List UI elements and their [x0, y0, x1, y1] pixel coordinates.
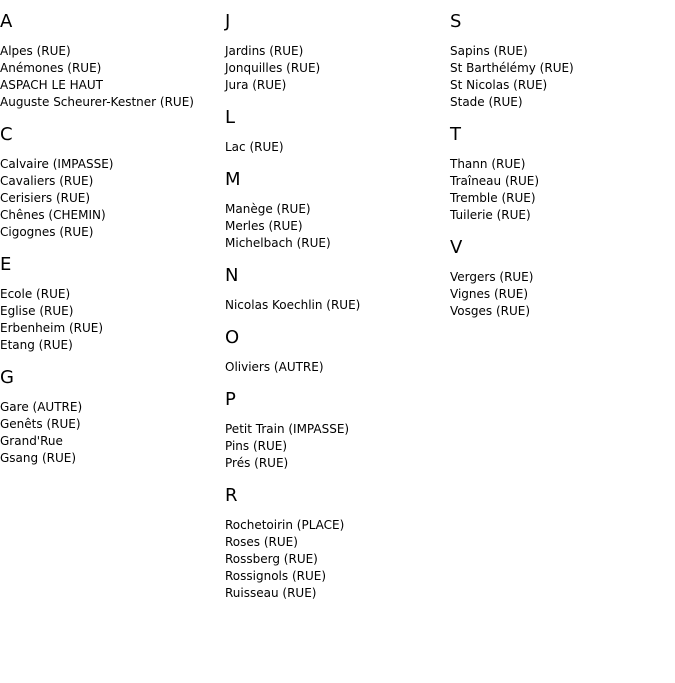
street-name: Vosges (RUE) [450, 304, 531, 318]
index-column [450, 0, 675, 320]
street-name: Traîneau (RUE) [450, 174, 540, 188]
letter-heading: J [225, 11, 231, 32]
street-name: Erbenheim (RUE) [0, 321, 104, 335]
letter-heading: V [450, 237, 463, 258]
street-name: Auguste Scheurer-Kestner (RUE) [0, 95, 194, 109]
street-name: Cavaliers (RUE) [0, 174, 94, 188]
letter-group [0, 254, 225, 354]
street-name: Etang (RUE) [0, 338, 73, 352]
street-name: Jardins (RUE) [225, 44, 304, 58]
street-name: Lac (RUE) [225, 140, 284, 154]
street-name: Gare (AUTRE) [0, 400, 83, 414]
street-list [450, 156, 675, 224]
street-name: Prés (RUE) [225, 456, 289, 470]
street-list [0, 286, 225, 354]
street-name: Michelbach (RUE) [225, 236, 331, 250]
street-list [225, 517, 450, 602]
street-name: Anémones (RUE) [0, 61, 102, 75]
letter-heading: L [225, 107, 236, 128]
street-list [0, 156, 225, 241]
street-list [225, 421, 450, 472]
street-name: Thann (RUE) [450, 157, 526, 171]
letter-group [225, 169, 450, 252]
letter-heading: P [225, 389, 236, 410]
letter-group [225, 11, 450, 94]
street-name: Oliviers (AUTRE) [225, 360, 324, 374]
street-name: Chênes (CHEMIN) [0, 208, 106, 222]
street-name: Petit Train (IMPASSE) [225, 422, 350, 436]
street-name: ASPACH LE HAUT [0, 78, 103, 92]
street-list [225, 43, 450, 94]
letter-group [225, 327, 450, 376]
street-name: Manège (RUE) [225, 202, 311, 216]
street-list [0, 399, 225, 467]
letter-heading: C [0, 124, 13, 145]
street-name: St Nicolas (RUE) [450, 78, 548, 92]
street-name: Ruisseau (RUE) [225, 586, 317, 600]
index-column [225, 0, 450, 602]
letter-heading: R [225, 485, 238, 506]
letter-heading: E [0, 254, 12, 275]
street-list [225, 359, 450, 376]
street-list [450, 43, 675, 111]
street-list [225, 297, 450, 314]
letter-group [225, 265, 450, 314]
street-name: Stade (RUE) [450, 95, 523, 109]
street-name: Vignes (RUE) [450, 287, 529, 301]
street-name: Gsang (RUE) [0, 451, 77, 465]
letter-group [450, 237, 675, 320]
letter-group [225, 485, 450, 602]
street-name: Eglise (RUE) [0, 304, 74, 318]
street-name: Tuilerie (RUE) [450, 208, 531, 222]
street-name: Rossberg (RUE) [225, 552, 318, 566]
street-name: Roses (RUE) [225, 535, 298, 549]
letter-group [0, 367, 225, 467]
street-name: Rochetoirin (PLACE) [225, 518, 345, 532]
street-name: Pins (RUE) [225, 439, 288, 453]
street-list [225, 201, 450, 252]
letter-heading: A [0, 11, 13, 32]
street-name: Nicolas Koechlin (RUE) [225, 298, 361, 312]
street-list [0, 43, 225, 111]
street-name: Tremble (RUE) [450, 191, 536, 205]
letter-group [450, 11, 675, 111]
street-name: Vergers (RUE) [450, 270, 534, 284]
street-name: Rossignols (RUE) [225, 569, 327, 583]
street-list [225, 139, 450, 156]
street-name: Ecole (RUE) [0, 287, 71, 301]
street-name: Genêts (RUE) [0, 417, 81, 431]
street-name: Grand'Rue [0, 434, 63, 448]
street-name: Sapins (RUE) [450, 44, 528, 58]
letter-heading: G [0, 367, 14, 388]
letter-group [0, 11, 225, 111]
street-list [450, 269, 675, 320]
street-name: Jura (RUE) [225, 78, 287, 92]
index-column [0, 0, 225, 467]
street-name: Merles (RUE) [225, 219, 303, 233]
letter-group [0, 124, 225, 241]
letter-group [225, 107, 450, 156]
street-name: Jonquilles (RUE) [225, 61, 321, 75]
letter-heading: O [225, 327, 240, 348]
street-name: Alpes (RUE) [0, 44, 71, 58]
letter-heading: T [450, 124, 461, 145]
street-name: Cerisiers (RUE) [0, 191, 91, 205]
letter-heading: N [225, 265, 239, 286]
street-name: Cigognes (RUE) [0, 225, 94, 239]
letter-heading: M [225, 169, 241, 190]
letter-group [225, 389, 450, 472]
letter-heading: S [450, 11, 462, 32]
street-name: St Barthélémy (RUE) [450, 61, 574, 75]
street-name: Calvaire (IMPASSE) [0, 157, 114, 171]
letter-group [450, 124, 675, 224]
